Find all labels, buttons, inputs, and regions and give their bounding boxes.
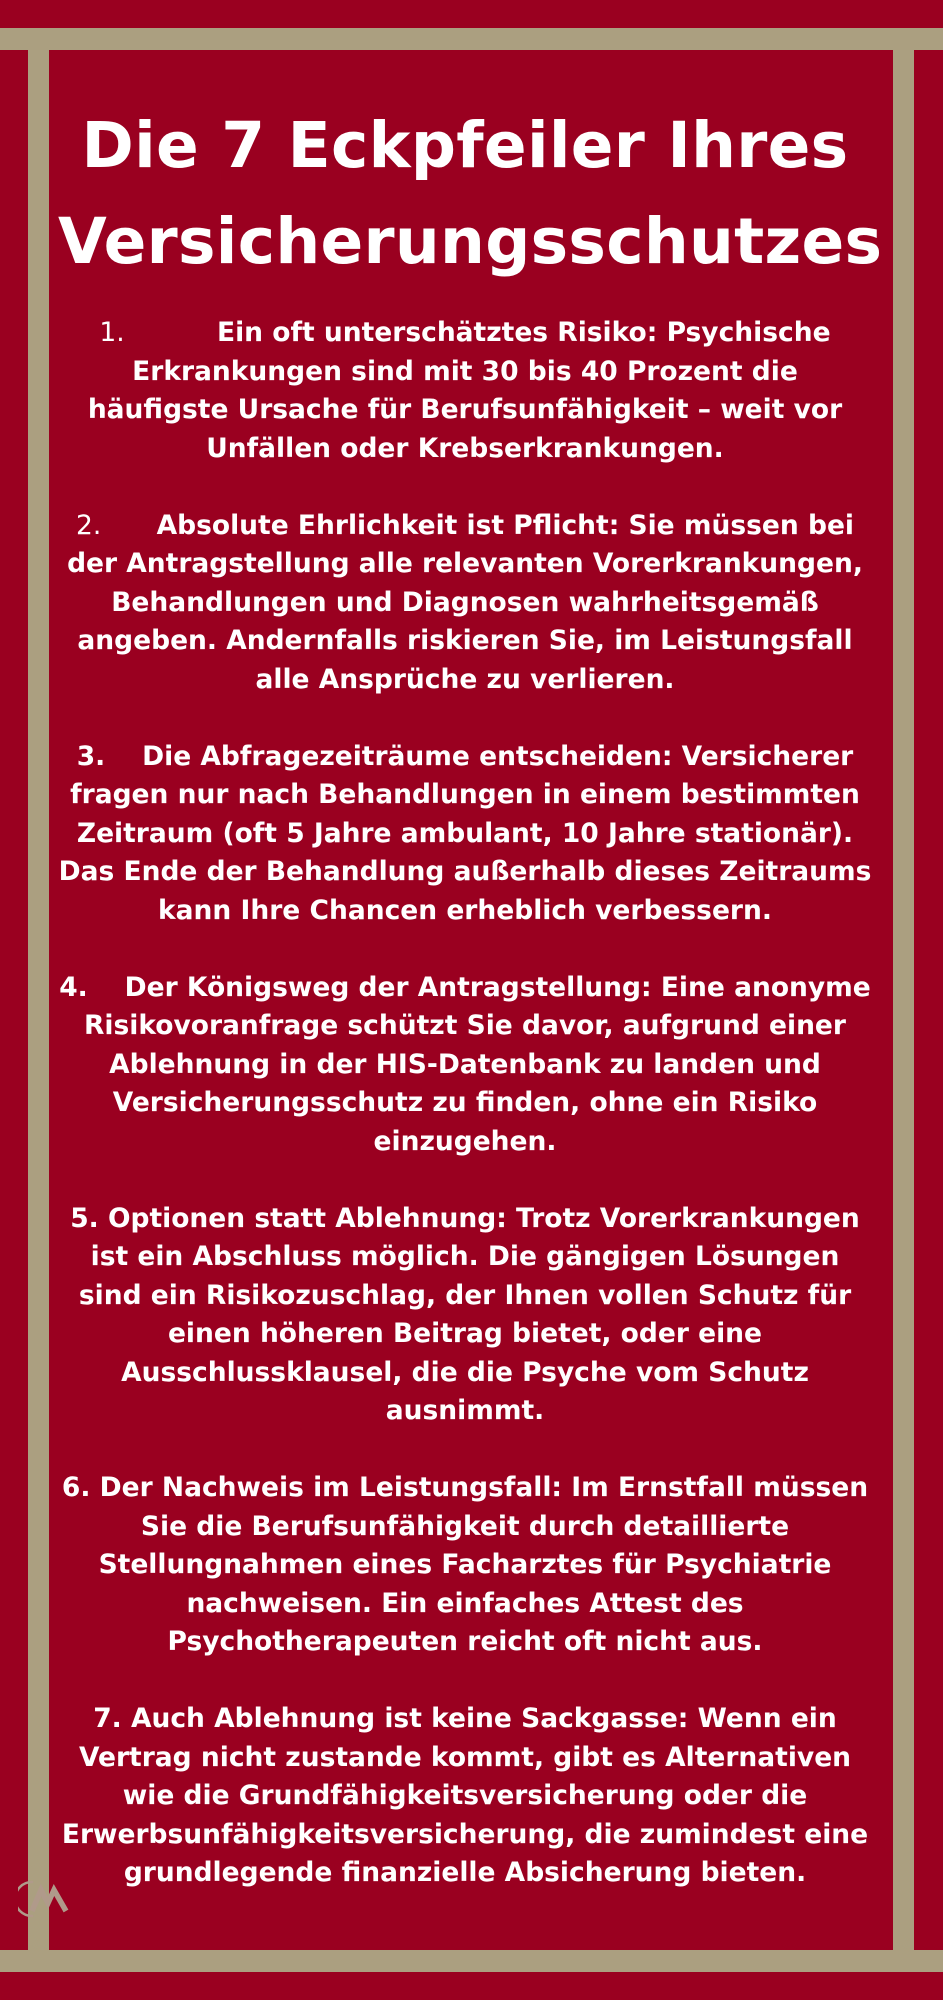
list-item: [58, 1469, 872, 1662]
list-item-number: 1.: [99, 317, 125, 348]
list-item-number: 3.: [76, 740, 106, 772]
list-item: [58, 738, 872, 931]
list-item: [58, 1700, 872, 1893]
list-item: [58, 314, 872, 468]
list-item-text: Ein oft unterschätztes Risiko: Psychische Erkrankungen sind mit 30 bis 40 Prozent die häufigste Ursache für Berufsunfähigkeit – weit vor Unfällen oder Krebserkrankungen.: [87, 317, 843, 464]
list-item-text: Der Königsweg der Antragstellung: Eine anonyme Risikovoranfrage schützt Sie davor, aufgrund einer Ablehnung in der HIS-Datenbank zu landen und Versicherungsschutz zu finden, ohne ein Risiko einzugehen.: [84, 971, 871, 1157]
list-item-text: Der Nachweis im Leistungsfall: Im Ernstfall müssen Sie die Berufsunfähigkeit durch detaillierte Stellungnahmen eines Facharztes für Psychiatrie nachweisen. Ein einfaches Attest des Psychotherapeuten reicht oft nicht aus.: [98, 1472, 869, 1657]
list-item-text: Auch Ablehnung ist keine Sackgasse: Wenn ein Vertrag nicht zustande kommt, gibt es Alternativen wie die Grundfähigkeitsversicherung oder die Erwerbsunfähigkeitsversicherung, die zumindest eine grundlegende finanzielle Absicherung bieten.: [61, 1703, 869, 1888]
list-item-number: 4.: [59, 971, 88, 1003]
list-item-number: 2.: [75, 509, 102, 541]
frame-bottom-border: [0, 1950, 943, 1972]
list-item-text: Die Abfragezeiträume entscheiden: Versicherer fragen nur nach Behandlungen in einem bestimmten Zeitraum (oft 5 Jahre ambulant, 10 Jahre stationär). Das Ende der Behandlung außerhalb dieses Zeitraums kann Ihre Chancen erheblich verbessern.: [58, 740, 872, 926]
list-item-number: 7.: [93, 1703, 122, 1734]
list-item-number: 5.: [70, 1202, 99, 1234]
page-title: Die 7 Eckpfeiler Ihres Versicherungsschutzes: [58, 109, 883, 278]
brand-logo-icon: [18, 1876, 74, 1922]
frame-right-border: [893, 28, 914, 1972]
frame-top-border: [0, 28, 943, 50]
list-item: [58, 1200, 872, 1431]
list-item: [58, 969, 872, 1162]
frame-left-border: [28, 28, 49, 1972]
list-item-text: Optionen statt Ablehnung: Trotz Vorerkrankungen ist ein Abschluss möglich. Die gängigen Lösungen sind ein Risikozuschlag, der Ihnen vollen Schutz für einen höheren Beitrag bietet, oder eine Ausschlussklausel, die die Psyche vom Schutz ausnimmt.: [78, 1202, 860, 1426]
list-item-text: Absolute Ehrlichkeit ist Pflicht: Sie müssen bei der Antragstellung alle relevanten Vorerkrankungen, Behandlungen und Diagnosen wahrheitsgemäß angeben. Andernfalls riskieren Sie, im Leistungsfall alle Ansprüche zu verlieren.: [67, 509, 863, 695]
main-content: [58, 98, 883, 1893]
list-item-number: 6.: [61, 1472, 91, 1503]
list-item: [58, 507, 872, 700]
